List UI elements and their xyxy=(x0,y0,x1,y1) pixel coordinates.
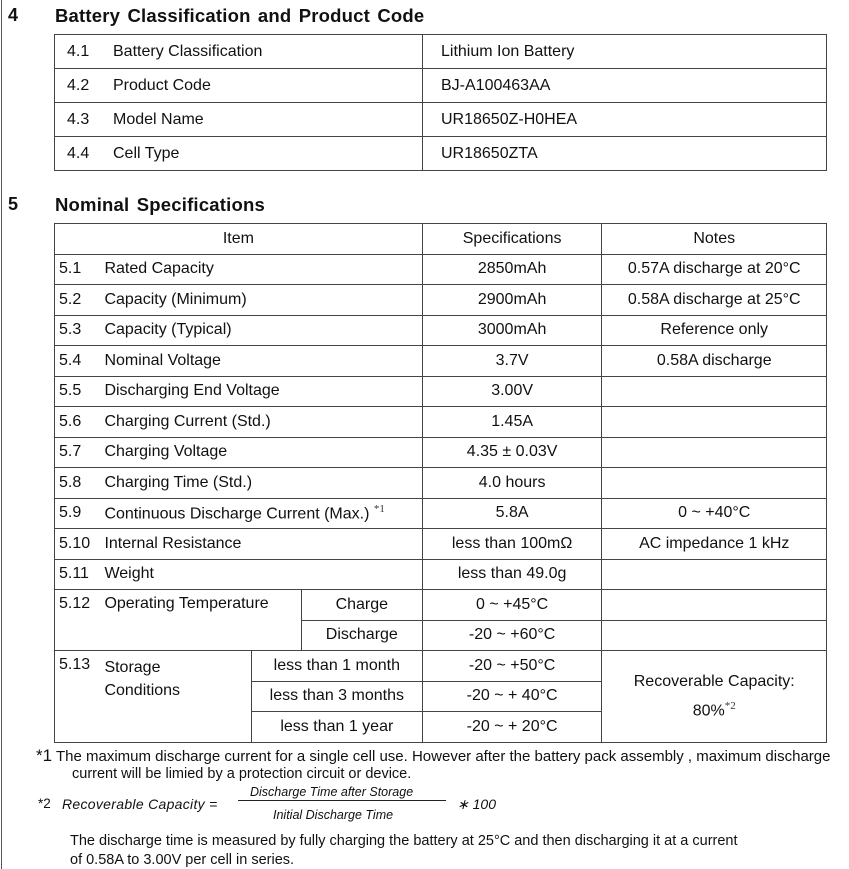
row-label: Product Code xyxy=(113,69,423,103)
row-notes xyxy=(602,468,827,499)
sub-label: Charge xyxy=(301,590,422,621)
row-label: Charging Voltage xyxy=(104,437,422,468)
row-label: Weight xyxy=(104,559,422,590)
row-notes xyxy=(602,590,827,621)
row-number: 4.3 xyxy=(55,103,114,137)
row-notes: 0.57A discharge at 20°C xyxy=(602,254,827,285)
header-item: Item xyxy=(55,224,423,255)
row-label: Internal Resistance xyxy=(104,529,422,560)
row-spec: 4.0 hours xyxy=(422,468,602,499)
row-notes: 0.58A discharge at 25°C xyxy=(602,285,827,316)
row-number: 4.2 xyxy=(55,69,114,103)
footnote-1 xyxy=(36,746,830,766)
row-notes: 0 ~ +40°C xyxy=(602,498,827,529)
row-number: 5.11 xyxy=(55,559,105,590)
table-row xyxy=(55,651,827,682)
table-row xyxy=(55,376,827,407)
sub-label: Discharge xyxy=(301,620,422,651)
row-spec: 0 ~ +45°C xyxy=(422,590,602,621)
formula-numerator: Discharge Time after Storage xyxy=(250,785,414,799)
row-label: Charging Current (Std.) xyxy=(104,407,422,438)
row-notes: Reference only xyxy=(602,315,827,346)
storage-notes xyxy=(602,651,827,743)
notes-line1: Recoverable Capacity: xyxy=(633,672,795,690)
nominal-specifications-table xyxy=(54,223,827,743)
table-row xyxy=(55,69,827,103)
table-row xyxy=(55,254,827,285)
row-label-line1: Storage xyxy=(104,659,161,676)
row-number: 5.2 xyxy=(55,285,105,316)
table-row xyxy=(55,590,827,621)
sub-label: less than 3 months xyxy=(251,681,422,712)
row-notes xyxy=(602,620,827,651)
table-header-row xyxy=(55,224,827,255)
row-number: 5.8 xyxy=(55,468,105,499)
row-value: BJ-A100463AA xyxy=(423,69,827,103)
row-value: UR18650ZTA xyxy=(423,137,827,171)
row-label: Capacity (Minimum) xyxy=(104,285,422,316)
table-row xyxy=(55,35,827,69)
row-notes xyxy=(602,407,827,438)
table-row xyxy=(55,529,827,560)
row-value: UR18650Z-H0HEA xyxy=(423,103,827,137)
row-number: 4.4 xyxy=(55,137,114,171)
row-number: 5.10 xyxy=(55,529,105,560)
row-notes: AC impedance 1 kHz xyxy=(602,529,827,560)
row-number: 5.12 xyxy=(55,590,105,651)
row-notes: 0.58A discharge xyxy=(602,346,827,377)
row-spec: 3.7V xyxy=(422,346,602,377)
row-spec: less than 100mΩ xyxy=(422,529,602,560)
table-row xyxy=(55,346,827,377)
table-row xyxy=(55,559,827,590)
row-number: 5.9 xyxy=(55,498,105,529)
sub-label: less than 1 month xyxy=(251,651,422,682)
table-row xyxy=(55,315,827,346)
footnote-1-line2: current will be limied by a protection circuit or device. xyxy=(72,766,412,782)
row-spec: -20 ~ + 20°C xyxy=(422,712,602,743)
table-row xyxy=(55,498,827,529)
row-notes xyxy=(602,559,827,590)
fraction-bar xyxy=(238,800,446,801)
footnote-2-marker: *2 xyxy=(38,796,51,811)
row-label-cell xyxy=(104,651,251,743)
row-number: 4.1 xyxy=(55,35,114,69)
section-5-number: 5 xyxy=(8,194,19,214)
row-number: 5.5 xyxy=(55,376,105,407)
row-spec: -20 ~ +60°C xyxy=(422,620,602,651)
formula-lhs: Recoverable Capacity = xyxy=(62,796,218,812)
row-spec: 3000mAh xyxy=(422,315,602,346)
row-notes xyxy=(602,376,827,407)
sub-label: less than 1 year xyxy=(251,712,422,743)
section-4-number: 4 xyxy=(8,5,19,25)
row-spec: 2900mAh xyxy=(422,285,602,316)
row-number: 5.4 xyxy=(55,346,105,377)
table-row xyxy=(55,468,827,499)
measurement-note-line2: of 0.58A to 3.00V per cell in series. xyxy=(70,852,295,868)
section-4-title: Battery Classification and Product Code xyxy=(55,5,425,26)
page-margin-line xyxy=(1,0,2,869)
row-spec: 2850mAh xyxy=(422,254,602,285)
table-row xyxy=(55,437,827,468)
row-label: Nominal Voltage xyxy=(104,346,422,377)
row-spec: 5.8A xyxy=(422,498,602,529)
formula-multiplier: ∗ 100 xyxy=(457,796,496,812)
footnote-ref: *2 xyxy=(724,699,736,712)
measurement-note-line1: The discharge time is measured by fully charging the battery at 25°C and then discharging it at a current xyxy=(70,833,738,849)
row-label: Cell Type xyxy=(113,137,423,171)
notes-line2: 80% xyxy=(692,701,725,719)
row-number: 5.13 xyxy=(55,651,105,743)
row-spec: 1.45A xyxy=(422,407,602,438)
row-label: Battery Classification xyxy=(113,35,423,69)
row-label: Rated Capacity xyxy=(104,254,422,285)
row-number: 5.7 xyxy=(55,437,105,468)
formula-denominator: Initial Discharge Time xyxy=(273,808,394,822)
row-spec: 4.35 ± 0.03V xyxy=(422,437,602,468)
table-row xyxy=(55,137,827,171)
row-spec: -20 ~ +50°C xyxy=(422,651,602,682)
row-label: Capacity (Typical) xyxy=(104,315,422,346)
table-row xyxy=(55,103,827,137)
row-spec: less than 49.0g xyxy=(422,559,602,590)
row-number: 5.6 xyxy=(55,407,105,438)
row-value: Lithium Ion Battery xyxy=(423,35,827,69)
header-notes: Notes xyxy=(602,224,827,255)
footnote-1-text: The maximum discharge current for a single cell use. However after the battery pack assembly , maximum discharge xyxy=(55,748,831,765)
table-row xyxy=(55,285,827,316)
footnote-1-marker: *1 xyxy=(36,746,53,765)
section-5-title: Nominal Specifications xyxy=(55,194,265,215)
row-spec: 3.00V xyxy=(422,376,602,407)
row-label: Discharging End Voltage xyxy=(104,376,422,407)
battery-classification-table xyxy=(54,34,827,171)
row-spec: -20 ~ + 40°C xyxy=(422,681,602,712)
row-number: 5.3 xyxy=(55,315,105,346)
row-label-line2: Conditions xyxy=(104,682,181,699)
row-label: Operating Temperature xyxy=(104,590,301,651)
header-specifications: Specifications xyxy=(422,224,602,255)
row-notes xyxy=(602,437,827,468)
row-label-cell xyxy=(104,498,422,529)
footnote-ref: *1 xyxy=(373,503,385,516)
row-label: Charging Time (Std.) xyxy=(104,468,422,499)
row-number: 5.1 xyxy=(55,254,105,285)
table-row xyxy=(55,407,827,438)
row-label: Continuous Discharge Current (Max.) xyxy=(104,505,370,523)
row-label: Model Name xyxy=(113,103,423,137)
